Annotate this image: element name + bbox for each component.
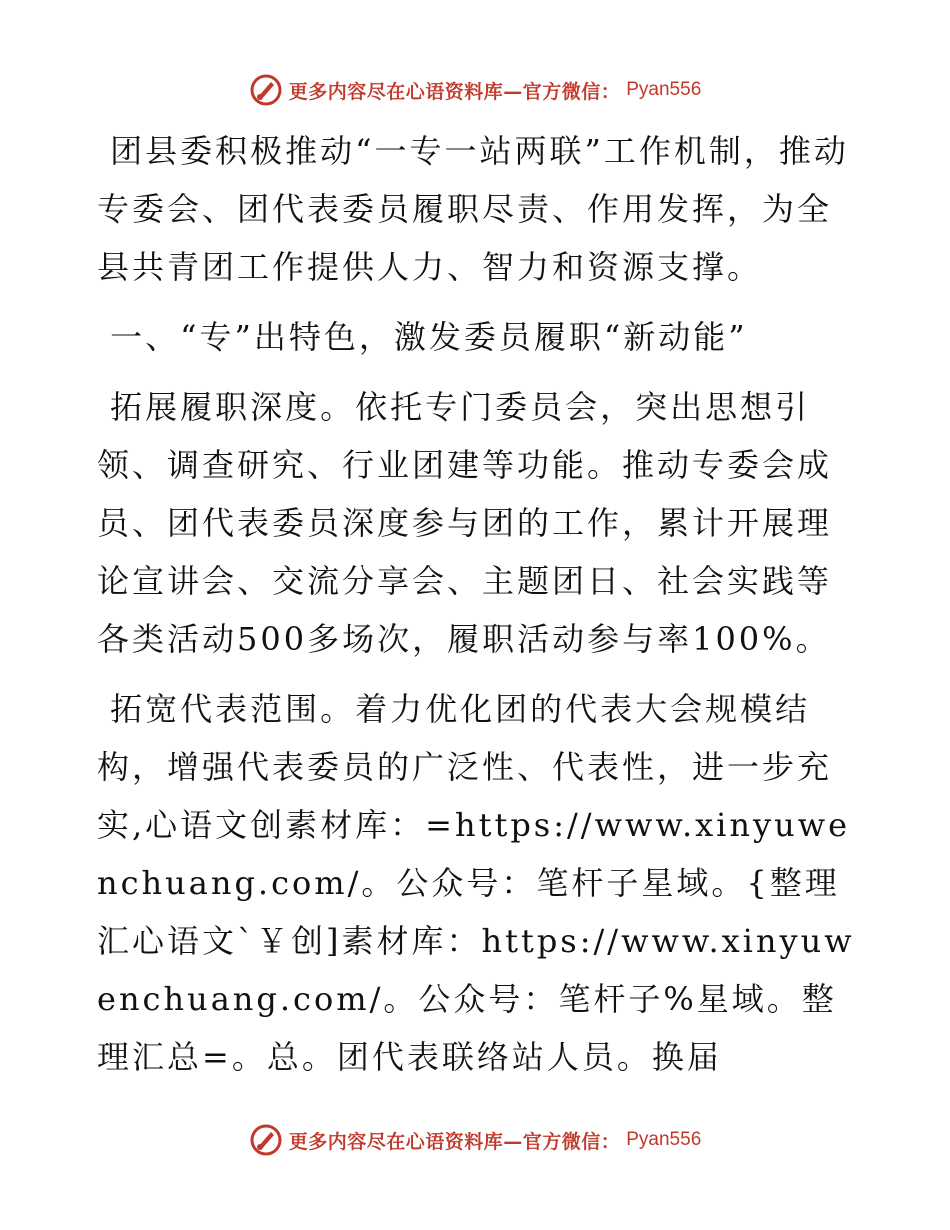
footer-banner-text: 更多内容尽在心语资料库—官方微信： [288, 1130, 621, 1153]
page-header [0, 70, 950, 110]
section-heading-1: 一、“专”出特色，激发委员履职“新动能” [97, 318, 748, 356]
header-wechat-handle: Pyan556 [626, 79, 702, 100]
paragraph-scope: 拓宽代表范围。着力优化团的代表大会规模结构，增强代表委员的广泛性、代表性，进一步充实,心语文创素材库：=https://www.xinyuwenchuang.com/。公众号：笔杆子星域。{整理汇心语文`￥创]素材库：https://www.xinyuwenchuang.com/。公众号：笔杆子%星域。整理汇总=。总。团代表联络站人员。换届 [97, 690, 855, 1076]
page-footer [0, 1120, 950, 1160]
paragraph-depth: 拓展履职深度。依托专门委员会，突出思想引领、调查研究、行业团建等功能。推动专委会成员、团代表委员深度参与团的工作，累计开展理论宣讲会、交流分享会、主题团日、社会实践等各类活动500多场次，履职活动参与率100%。 [97, 388, 833, 658]
paragraph-intro: 团县委积极推动“一专一站两联”工作机制，推动专委会、团代表委员履职尽责、作用发挥，为全县共青团工作提供人力、智力和资源支撑。 [97, 132, 849, 286]
footer-wechat-handle: Pyan556 [626, 1129, 702, 1150]
footer-banner [249, 1123, 702, 1157]
brush-circle-logo-icon [249, 73, 283, 107]
header-banner-text: 更多内容尽在心语资料库—官方微信： [288, 80, 621, 103]
header-banner [249, 73, 702, 107]
brush-circle-logo-icon [249, 1123, 283, 1157]
document-body [97, 122, 857, 1086]
